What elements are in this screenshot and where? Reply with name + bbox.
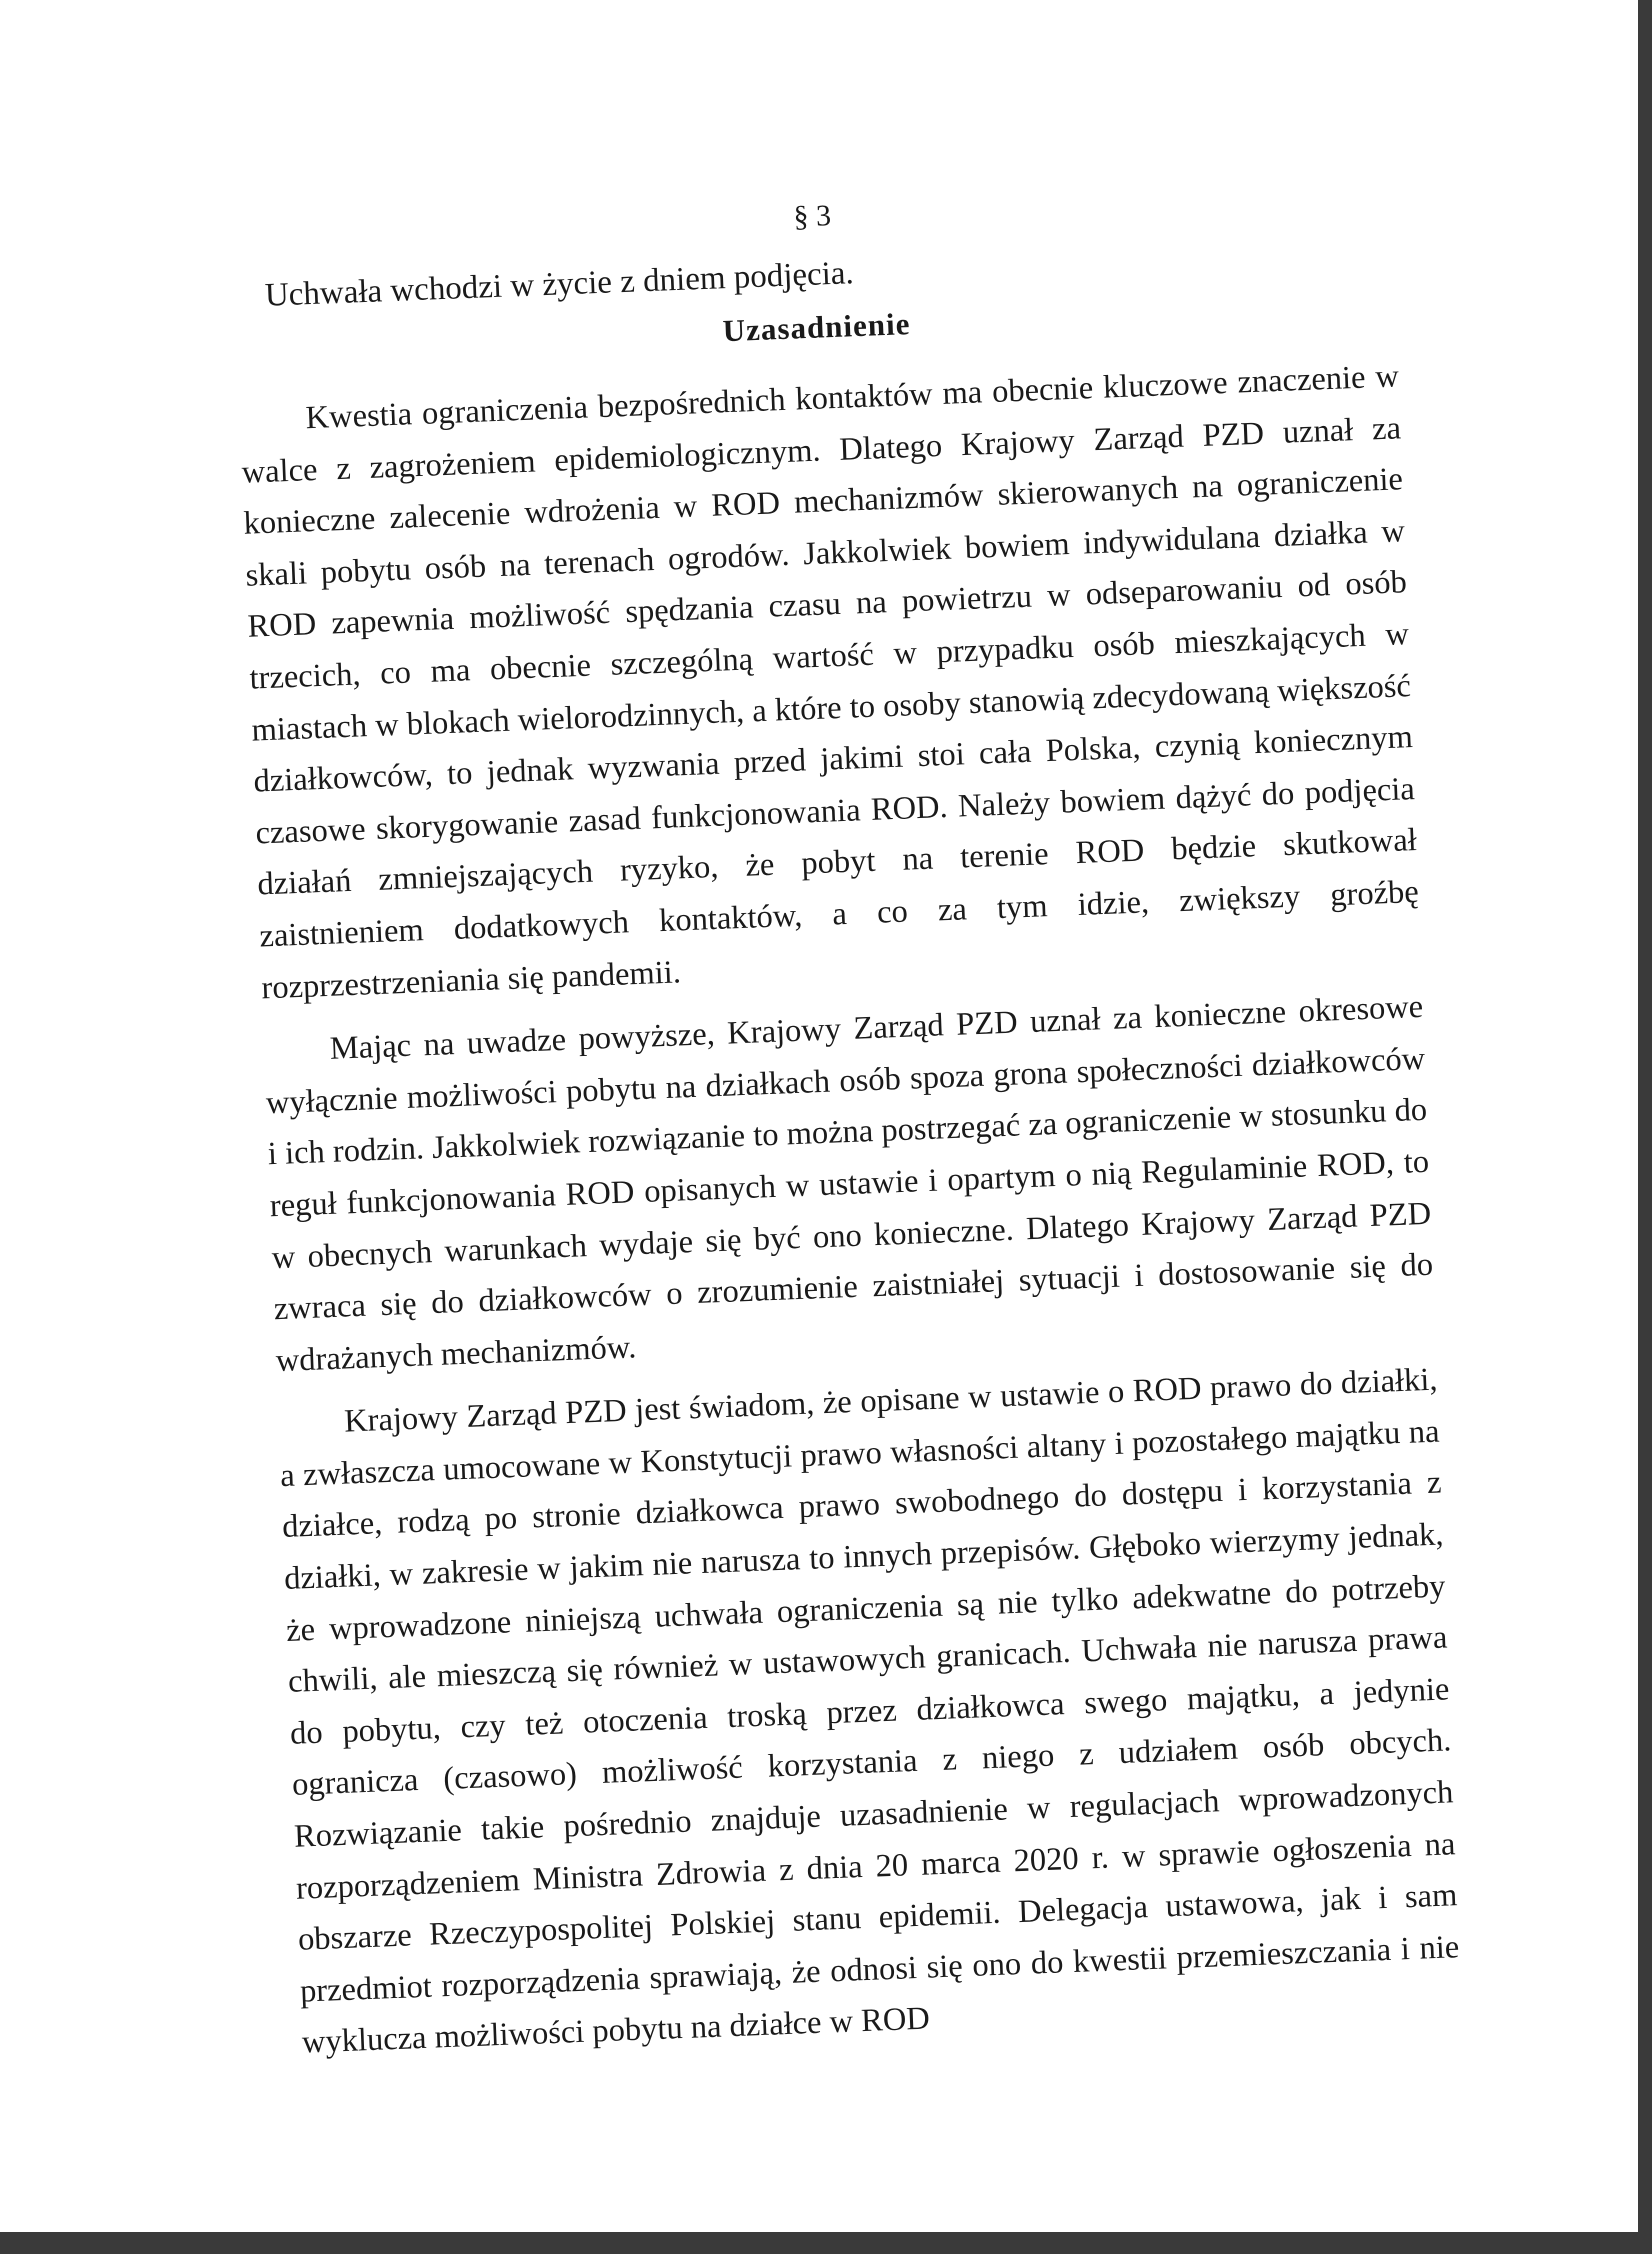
paragraph-1: Kwestia ograniczenia bezpośrednich kontaktów ma obecnie kluczowe znaczenie w walce z zagrożeniem epidemiologicznym. Dlatego Krajowy Zarząd PZD uznał za konieczne zalecenie wdrożenia w ROD mechanizmów skierowanych na ograniczenie skali pobytu osób na terenach ogrodów. Jakkolwiek bowiem indywidulana działka w ROD zapewnia możliwość spędzania czasu na powietrzu w odseparowaniu od osób trzecich, co ma obecnie szczególną wartość w przypadku osób mieszkających w miastach w blokach wielorodzinnych, a które to osoby stanowią zdecydowaną większość działkowców, to jednak wyzwania przed jakimi stoi cała Polska, czynią koniecznym czasowe skorygowanie zasad funkcjonowania ROD. Należy bowiem dążyć do podjęcia działań zmniejszających ryzyko, że pobyt na terenie ROD będzie skutkował zaistnieniem dodatkowych kontaktów, a co za tym idzie, zwiększy groźbę rozprzestrzeniania się pandemii. <box>241 358 1420 1006</box>
document-body <box>232 175 1463 2081</box>
effective-date-statement: Uchwała wchodzi w życie z dniem podjęcia. <box>264 255 855 314</box>
scan-edge-bottom <box>0 2232 1652 2254</box>
justification-heading: Uzasadnienie <box>722 306 911 349</box>
section-number: § 3 <box>792 199 832 234</box>
paragraph-2: Mając na uwadze powyższe, Krajowy Zarząd PZD uznał za konieczne okresowe wyłącznie możliwości pobytu na działkach osób spoza grona społeczności działkowców i ich rodzin. Jakkolwiek rozwiązanie to można postrzegać za ograniczenie w stosunku do reguł funkcjonowania ROD opisanych w ustawie i opartym o nią Regulaminie ROD, to w obecnych warunkach wydaje się być ono konieczne. Dlatego Krajowy Zarząd PZD zwraca się do działkowców o zrozumienie zaistniałej sytuacji i dostosowanie się do wdrażanych mechanizmów. <box>265 988 1434 1379</box>
paragraph-3: Krajowy Zarząd PZD jest świadom, że opisane w ustawie o ROD prawo do działki, a zwłaszcza umocowane w Konstytucji prawo własności altany i pozostałego majątku na działce, rodzą po stronie działkowca prawo swobodnego do dostępu i korzystania z działki, w zakresie w jakim nie narusza to innych przepisów. Głęboko wierzymy jednak, że wprowadzone niniejszą uchwała ograniczenia są nie tylko adekwatne do potrzeby chwili, ale mieszczą się również w ustawowych granicach. Uchwała nie narusza prawa do pobytu, czy też otoczenia troską przez działkowca swego majątku, a jedynie ogranicza (czasowo) możliwość korzystania z niego z udziałem osób obcych. Rozwiązanie takie pośrednio znajduje uzasadnienie w regulacjach wprowadzonych rozporządzeniem Ministra Zdrowia z dnia 20 marca 2020 r. w sprawie ogłoszenia na obszarze Rzeczypospolitej Polskiej stanu epidemii. Delegacja ustawowa, jak i sam przedmiot rozporządzenia sprawiają, że odnosi się ono do kwestii przemieszczania i nie wyklucza możliwości pobytu na działce w ROD <box>279 1361 1460 2062</box>
scan-edge-right <box>1638 0 1652 2254</box>
